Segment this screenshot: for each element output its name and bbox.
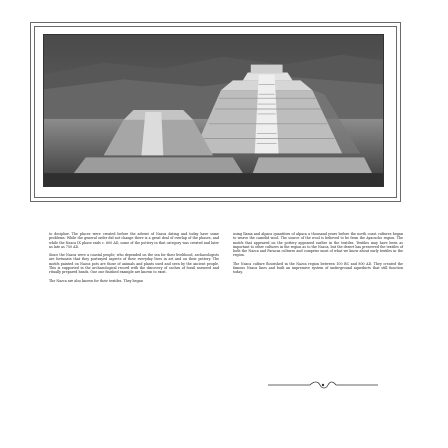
paragraph: to decipher. The places were created before the advent of Nazca dating and today have some problems. While the general order did not change there is a great deal of overlap of the phases, and while the Nazca IX phase ends c. 600 AD, some of the pottery in that category was created and later as late as 750 AD.: [49, 232, 219, 249]
article-left-column: [49, 232, 219, 287]
pyramid-ruins-photo: [43, 34, 384, 187]
photo-frame: [30, 22, 401, 202]
paragraph: The Nazca culture flourished in the Nazca region between 100 BC and 800 AD. They created the famous Nazca lines and built an impressive system of underground aqueducts that still function today.: [233, 261, 403, 275]
stepped-pyramid-ruins-icon: [44, 35, 383, 186]
paragraph: using llama and alpaca quantities of alpaca a thousand years before the north coast cultures began to weave the camelid wool. The source of the wool is believed to be from the Ayacucho region. The motifs that appeared on the pottery appeared earlier in the textiles. Textiles may have been as important to other cultures in the region as to the Nazca, but the desert has preserved the textiles of both the Nazca and Paracas cultures and comprise most of what we know about early textiles in the region.: [233, 232, 403, 258]
paragraph: The Nazca are also known for their textiles. They began: [49, 278, 143, 283]
article-right-column: [233, 232, 403, 279]
paragraph: Since the Nazca were a coastal people, who depended on the sea for their livelihood, archaeologists are fortunate that they portrayed aspects of their everyday lives in art and on their pottery. The motifs painted on Nazca pots are those of animals and plants used and seen by the ancient people. This is supported in the archaeological record with the discovery of caches of fossil seaweed and ritually prepared heads. One one finished example are known to exist.: [49, 253, 219, 275]
section-end-ornament-icon: [266, 380, 380, 390]
